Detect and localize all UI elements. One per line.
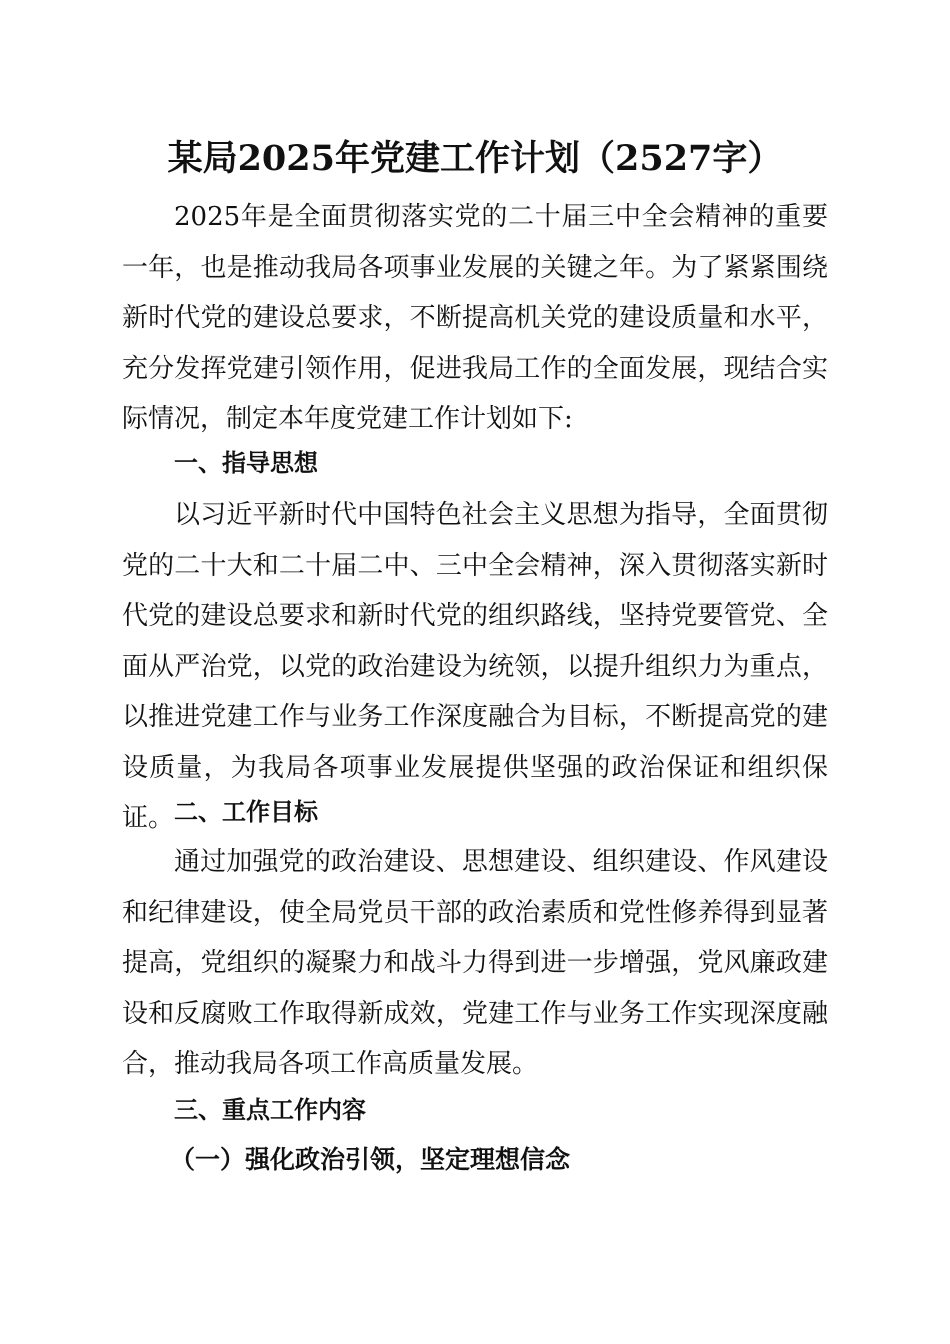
document-title: 某局2025年党建工作计划（2527字） [167, 138, 783, 179]
section-heading-guiding-thought: 一、指导思想 [174, 449, 318, 477]
section-body-guiding-thought: 以习近平新时代中国特色社会主义思想为指导，全面贯彻党的二十大和二十届二中、三中全会精神，深入贯彻落实新时代党的建设总要求和新时代党的组织路线，坚持党要管党、全面从严治党，以党的政治建设为统领，以提升组织力为重点，以推进党建工作与业务工作深度融合为目标，不断提高党的建设质量，为我局各项事业发展提供坚强的政治保证和组织保证。 [122, 500, 828, 833]
intro-paragraph: 2025年是全面贯彻落实党的二十届三中全会精神的重要一年，也是推动我局各项事业发展的关键之年。为了紧紧围绕新时代党的建设总要求，不断提高机关党的建设质量和水平，充分发挥党建引领作用，促进我局工作的全面发展，现结合实际情况，制定本年度党建工作计划如下: [122, 202, 828, 434]
section-heading-work-goals: 二、工作目标 [174, 798, 318, 826]
subsection-heading-political-leadership: （一）强化政治引领，坚定理想信念 [170, 1145, 571, 1174]
section-heading-key-work: 三、重点工作内容 [174, 1096, 366, 1124]
section-body-work-goals: 通过加强党的政治建设、思想建设、组织建设、作风建设和纪律建设，使全局党员干部的政治素质和党性修养得到显著提高，党组织的凝聚力和战斗力得到进一步增强，党风廉政建设和反腐败工作取得新成效，党建工作与业务工作实现深度融合，推动我局各项工作高质量发展。 [122, 847, 828, 1079]
